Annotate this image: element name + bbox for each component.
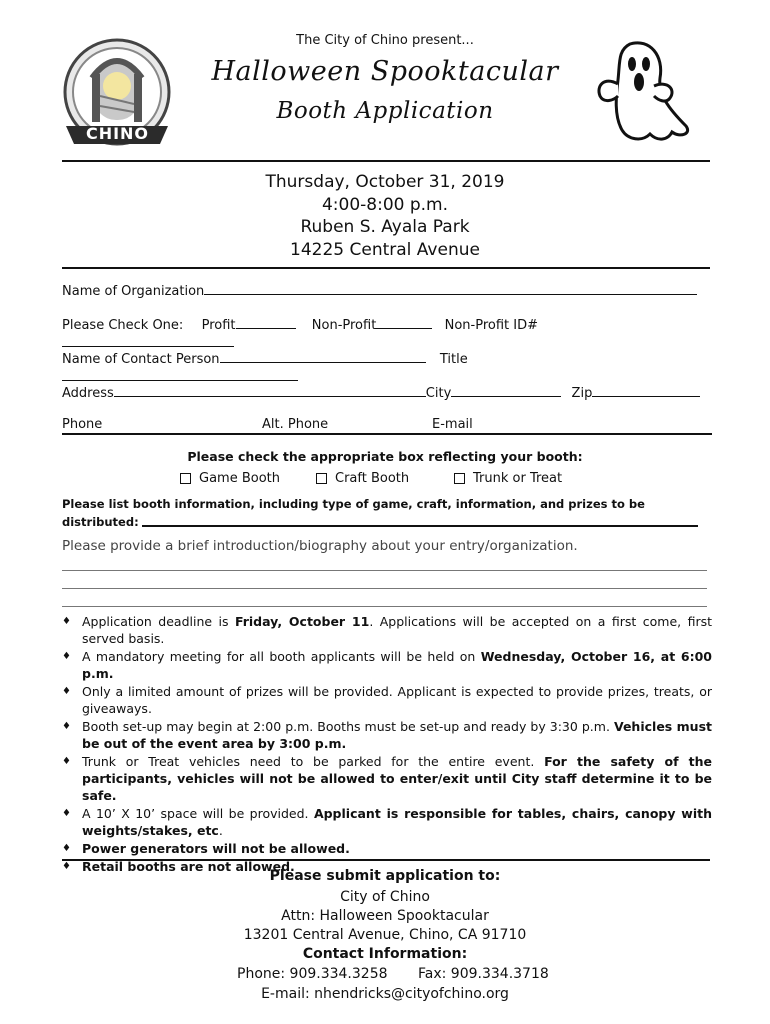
craft-booth-label: Craft Booth xyxy=(335,471,410,486)
phone-row xyxy=(62,417,712,435)
list-item: ♦ A 10’ X 10’ space will be provided. Applicant is responsible for tables, chairs, canopy with weights/stakes, etc. xyxy=(62,806,712,838)
list-item: ♦ Application deadline is Friday, October 11. Applications will be accepted on a first come, first served basis. xyxy=(62,614,712,646)
address-row xyxy=(62,383,702,401)
address-field[interactable] xyxy=(114,383,426,397)
booth-option-trunk[interactable] xyxy=(454,471,562,486)
org-row xyxy=(62,281,702,299)
title-field[interactable] xyxy=(62,367,298,381)
list-item: ♦ A mandatory meeting for all booth applicants will be held on Wednesday, October 16, at 6:00 p.m. xyxy=(62,649,712,681)
zip-label: Zip xyxy=(571,386,593,401)
presents-text: The City of Chino present... xyxy=(296,33,474,48)
event-date: Thursday, October 31, 2019 xyxy=(265,172,505,192)
contact-phone: Phone: 909.334.3258 xyxy=(237,966,388,982)
logo-text: CHINO xyxy=(85,124,150,143)
profit-label: Profit xyxy=(201,318,236,333)
submit-line-3: 13201 Central Avenue, Chino, CA 91710 xyxy=(243,927,527,943)
craft-booth-checkbox[interactable] xyxy=(316,473,327,484)
notes-list xyxy=(62,613,712,876)
nonprofit-id-label: Non-Profit ID# xyxy=(444,318,538,333)
title-label: Title xyxy=(439,352,468,367)
booth-prompt: Please check the appropriate box reflecting your booth: xyxy=(187,449,583,464)
bio-line-2[interactable] xyxy=(62,588,707,589)
submit-line-2: Attn: Halloween Spooktacular xyxy=(281,908,489,924)
list-item: ♦ Retail booths are not allowed. xyxy=(62,859,295,874)
city-label: City xyxy=(425,386,452,401)
org-field[interactable] xyxy=(204,281,697,295)
trunk-treat-checkbox[interactable] xyxy=(454,473,465,484)
bio-line-1[interactable] xyxy=(62,570,707,571)
booth-list-field[interactable] xyxy=(142,525,698,527)
event-divider xyxy=(62,267,710,269)
contact-row xyxy=(62,349,702,385)
trunk-treat-label: Trunk or Treat xyxy=(473,471,563,486)
alt-phone-label: Alt. Phone xyxy=(262,417,329,432)
notes-divider xyxy=(62,859,710,861)
submit-line-1: City of Chino xyxy=(340,889,430,905)
booth-option-game[interactable] xyxy=(180,471,280,486)
bio-prompt: Please provide a brief introduction/biography about your entry/organization. xyxy=(62,538,578,554)
event-address: 14225 Central Avenue xyxy=(290,240,480,260)
header-divider xyxy=(62,160,710,162)
list-item: ♦ Trunk or Treat vehicles need to be parked for the entire event. For the safety of the participants, vehicles will not be allowed to enter/exit until City staff determine it to be safe. xyxy=(62,754,712,803)
page-title: Halloween Spooktacular xyxy=(211,56,559,87)
city-logo xyxy=(60,34,175,159)
contact-fax: Fax: 909.334.3718 xyxy=(418,966,549,982)
contact-heading: Contact Information: xyxy=(302,946,468,962)
bio-line-3[interactable] xyxy=(62,606,707,607)
check-row xyxy=(62,315,702,351)
contact-email[interactable]: E-mail: nhendricks@cityofchino.org xyxy=(261,986,509,1002)
event-time: 4:00-8:00 p.m. xyxy=(321,195,449,215)
address-label: Address xyxy=(62,386,114,401)
nonprofit-label: Non-Profit xyxy=(311,318,377,333)
nonprofit-field[interactable] xyxy=(376,315,432,329)
city-field[interactable] xyxy=(451,383,561,397)
ghost-icon xyxy=(588,34,698,154)
profit-field[interactable] xyxy=(236,315,296,329)
email-label: E-mail xyxy=(432,417,473,432)
list-item: ♦ Booth set-up may begin at 2:00 p.m. Booths must be set-up and ready by 3:30 p.m. Vehicles must be out of the event area by 3:00 p.m. xyxy=(62,719,712,751)
list-item: ♦ Power generators will not be allowed. xyxy=(62,841,350,856)
event-venue: Ruben S. Ayala Park xyxy=(300,217,470,237)
game-booth-label: Game Booth xyxy=(199,471,280,486)
zip-field[interactable] xyxy=(592,383,700,397)
phone-label: Phone xyxy=(62,417,103,432)
contact-label: Name of Contact Person xyxy=(62,352,220,367)
org-label: Name of Organization xyxy=(62,284,205,299)
nonprofit-id-field[interactable] xyxy=(62,333,234,347)
game-booth-checkbox[interactable] xyxy=(180,473,191,484)
booth-option-craft[interactable] xyxy=(316,471,409,486)
contact-field[interactable] xyxy=(220,349,426,363)
submit-heading: Please submit application to: xyxy=(269,868,501,884)
page-subtitle: Booth Application xyxy=(276,98,494,124)
booth-list-prompt: Please list booth information, including type of game, craft, information, and prizes to be distributed: xyxy=(62,497,645,529)
list-item: ♦ Only a limited amount of prizes will be provided. Applicant is expected to provide prizes, treats, or giveaways. xyxy=(62,684,712,716)
check-label: Please Check One: xyxy=(62,318,184,333)
